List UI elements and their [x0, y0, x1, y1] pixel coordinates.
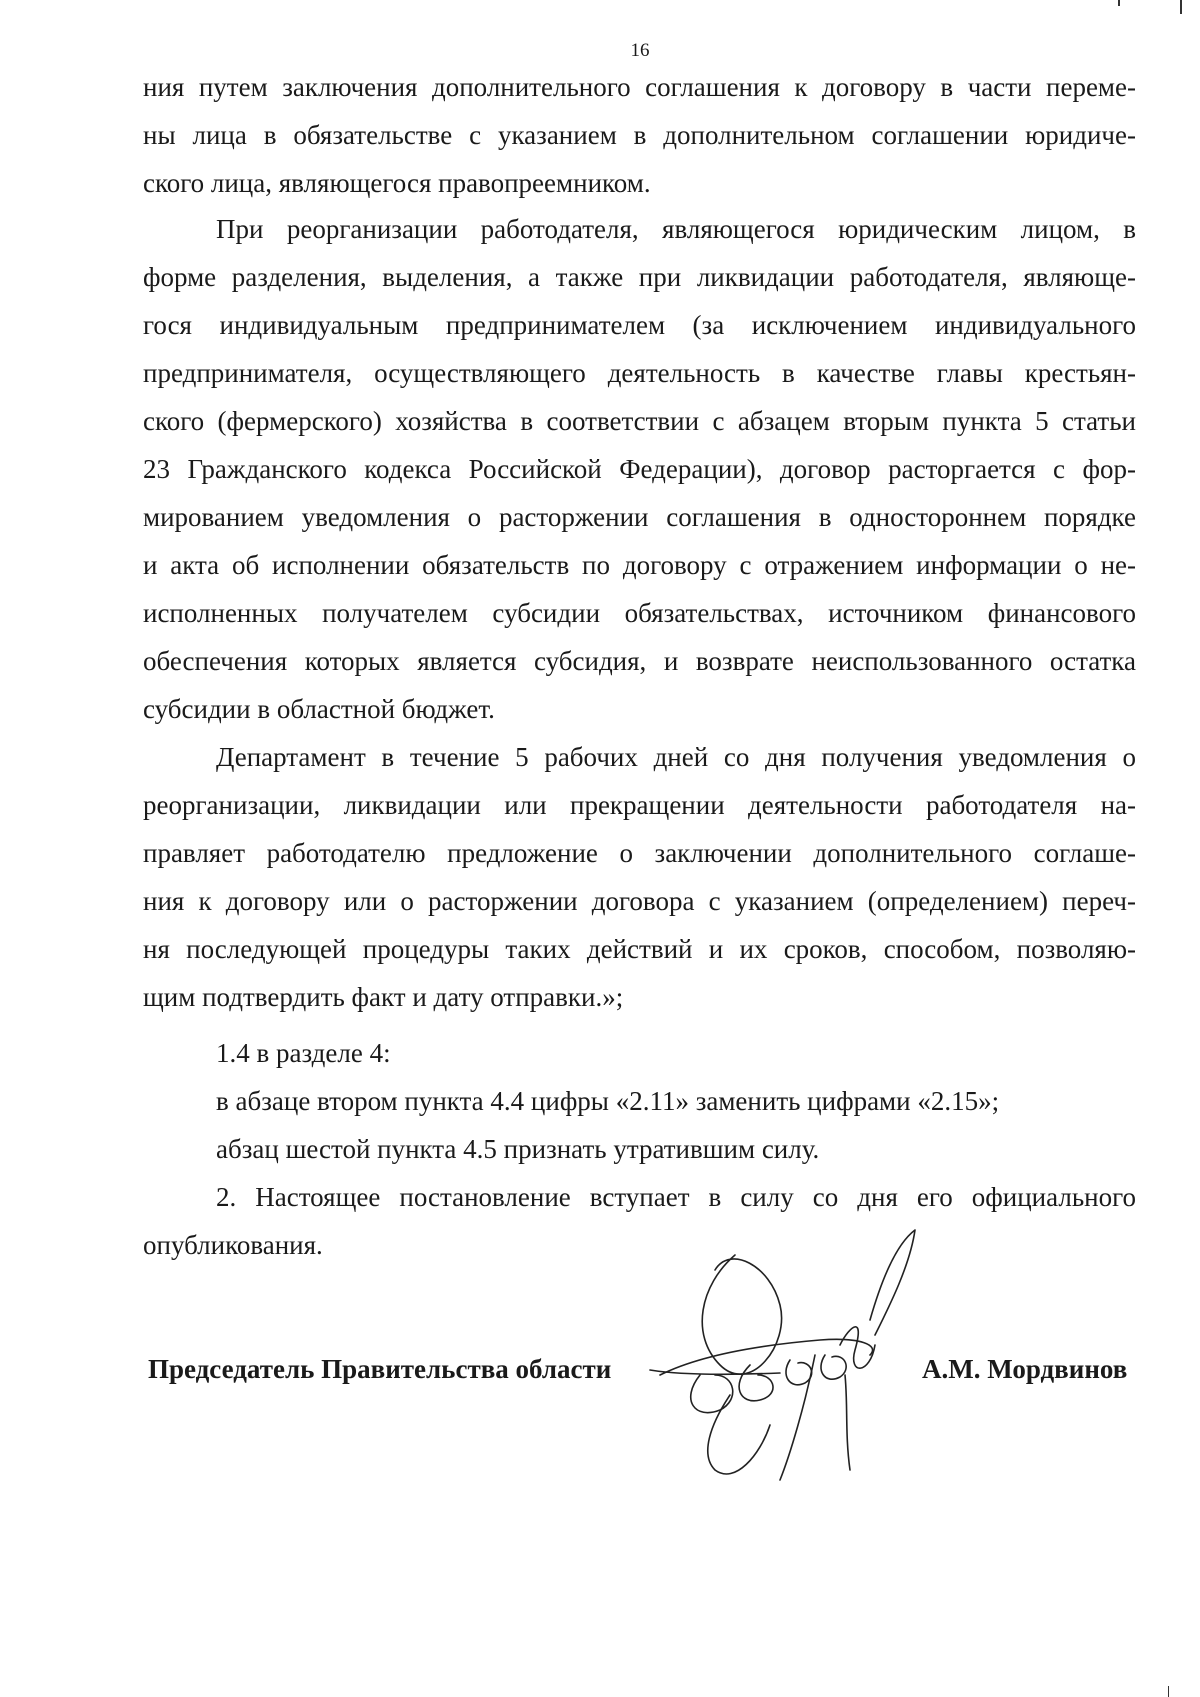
page-number: 16: [630, 40, 650, 61]
text-line: исполненных получателем субсидии обязательствах, источником финансового: [143, 598, 1136, 628]
text-line: опубликования.: [143, 1230, 323, 1260]
scan-mark: [1118, 0, 1120, 6]
text-line: субсидии в областной бюджет.: [143, 694, 495, 724]
text-line: гося индивидуальным предпринимателем (за исключением индивидуального: [143, 310, 1136, 340]
text-line: ны лица в обязательстве с указанием в дополнительном соглашении юридиче-: [143, 120, 1136, 150]
text-line: Департамент в течение 5 рабочих дней со дня получения уведомления о: [216, 742, 1136, 772]
text-line: реорганизации, ликвидации или прекращении деятельности работодателя на-: [143, 790, 1136, 820]
scan-mark: [1180, 0, 1182, 14]
text-line: ния к договору или о расторжении договора с указанием (определением) переч-: [143, 886, 1136, 916]
text-line: абзац шестой пункта 4.5 признать утратившим силу.: [216, 1134, 820, 1164]
text-line: 1.4 в разделе 4:: [216, 1038, 391, 1068]
text-line: мированием уведомления о расторжении соглашения в одностороннем порядке: [143, 502, 1136, 532]
signatory-title: Председатель Правительства области: [148, 1354, 612, 1384]
text-line: обеспечения которых является субсидия, и возврате неиспользованного остатка: [143, 646, 1136, 676]
text-line: ния путем заключения дополнительного соглашения к договору в части переме-: [143, 72, 1136, 102]
text-line: форме разделения, выделения, а также при ликвидации работодателя, являюще-: [143, 262, 1136, 292]
text-line: 2. Настоящее постановление вступает в силу со дня его официального: [216, 1182, 1136, 1212]
text-line: в абзаце втором пункта 4.4 цифры «2.11» заменить цифрами «2.15»;: [216, 1086, 1000, 1116]
text-line: правляет работодателю предложение о заключении дополнительного соглаше-: [143, 838, 1136, 868]
signatory-name: А.М. Мордвинов: [922, 1354, 1128, 1384]
text-line: ня последующей процедуры таких действий и их сроков, способом, позволяю-: [143, 934, 1136, 964]
text-line: ского (фермерского) хозяйства в соответствии с абзацем вторым пункта 5 статьи: [143, 406, 1136, 436]
text-line: 23 Гражданского кодекса Российской Федерации), договор расторгается с фор-: [143, 454, 1136, 484]
handwritten-signature: [640, 1225, 960, 1485]
text-line: и акта об исполнении обязательств по договору с отражением информации о не-: [143, 550, 1136, 580]
scan-mark: [1168, 1686, 1169, 1697]
text-line: При реорганизации работодателя, являющегося юридическим лицом, в: [216, 214, 1136, 244]
text-line: предпринимателя, осуществляющего деятельность в качестве главы крестьян-: [143, 358, 1136, 388]
text-line: ского лица, являющегося правопреемником.: [143, 168, 651, 198]
text-line: щим подтвердить факт и дату отправки.»;: [143, 982, 624, 1012]
